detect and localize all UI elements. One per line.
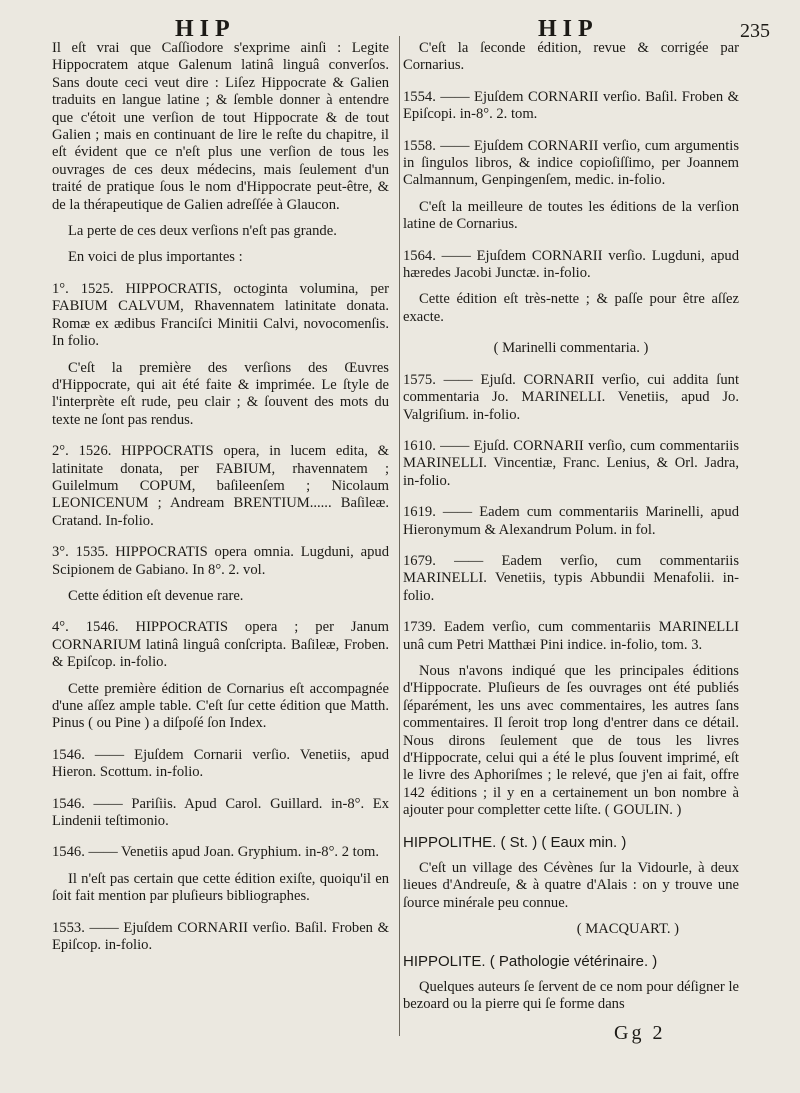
right-column-paragraph: ( MACQUART. ) [576,921,679,938]
left-column-paragraph: 2°. 1526. HIPPOCRATIS opera, in lucem edita, & latinitate donata, per FABIUM, rhavennatem ; Guilelmum COPUM, baſileenſem ; Nicolaum LEONICENUM ; Andream BRENTIUM...... Baſileæ. Cratand. In-folio. [52,443,389,529]
page-number: 235 [740,20,770,42]
left-column-paragraph: C'eſt la première des verſions des Œuvres d'Hippocrate, qui ait été faite & imprimée. Le ſtyle de l'interprète eſt rude, peu clair ; & ſouvent des mots du texte ne ſont pas rendus. [52,359,389,428]
right-column-paragraph: 1679. —— Eadem verſio, cum commentariis MARINELLI. Venetiis, typis Abbundii Menafolii. in-folio. [403,552,739,604]
right-column-paragraph: C'eſt la ſeconde édition, revue & corrigée par Cornarius. [403,40,739,74]
left-column-paragraph: 4°. 1546. HIPPOCRATIS opera ; per Janum CORNARIUM latinâ linguâ conſcripta. Baſileæ, Froben. & Epiſcop. in-folio. [52,619,389,671]
right-column-paragraph: ( Marinelli commentaria. ) [493,340,649,357]
left-column [52,40,389,963]
right-column-paragraph: HIPPOLITHE. ( St. ) ( Eaux min. ) [403,833,627,851]
right-column-paragraph: Nous n'avons indiqué que les principales éditions d'Hippocrate. Pluſieurs de ſes ouvrages ont été publiés ſéparément, les uns avec commentaires, les autres ſans commentaires. Il ſeroit trop long d'entrer dans ce détail. Nous dirons ſeulement que de tous les livres d'Hippocrate, celui qui a été le plus ſouvent imprimé, eſt le livre des Aphoriſmes ; le relevé, que j'en ai fait, offre 142 éditions ; il y en a certainement un bon nombre à ajouter pour completter cette liſte. ( GOULIN. ) [403,662,739,819]
left-column-paragraph: La perte de ces deux verſions n'eſt pas grande. [68,223,337,240]
running-head-right: HIP [538,16,599,42]
right-column-paragraph: 1610. —— Ejuſd. CORNARII verſio, cum commentariis MARINELLI. Vincentiæ, Franc. Lenius, & Orl. Jadra, in-folio. [403,437,739,489]
left-column-paragraph: 1546. —— Ejuſdem Cornarii verſio. Venetiis, apud Hieron. Scottum. in-folio. [52,746,389,781]
left-column-paragraph: Cette édition eſt devenue rare. [68,587,244,604]
running-head-left: HIP [175,16,236,42]
left-column-paragraph: 1546. —— Venetiis apud Joan. Gryphium. in-8°. 2 tom. [52,844,380,861]
left-column-paragraph: 1553. —— Ejuſdem CORNARII verſio. Baſil. Froben & Epiſcop. in-folio. [52,919,389,954]
right-column [403,40,739,1023]
right-column-paragraph: 1558. —— Ejuſdem CORNARII verſio, cum argumentis in ſingulos libros, & indice copioſiſſimo, per Joannem Calmannum, Genpingenſem, medic. in-folio. [403,137,739,189]
right-column-paragraph: 1554. —— Ejuſdem CORNARII verſio. Baſil. Froben & Epiſcopi. in-8°. 2. tom. [403,88,739,123]
right-column-paragraph: 1575. —— Ejuſd. CORNARII verſio, cui addita ſunt commentaria Jo. MARINELLI. Venetiis, apud Jo. Valgriſium. in-folio. [403,371,739,423]
right-column-paragraph: C'eſt la meilleure de toutes les éditions de la verſion latine de Cornarius. [403,198,739,233]
column-divider [399,36,400,1036]
right-column-paragraph: C'eſt un village des Cévènes ſur la Vidourle, à deux lieues d'Andreuſe, & à quatre d'Alais : on y trouve une ſource minérale peu connue. [403,860,739,911]
signature-mark: Gg 2 [614,1022,666,1044]
right-column-paragraph: 1564. —— Ejuſdem CORNARII verſio. Lugduni, apud hæredes Jacobi Junctæ. in-folio. [403,247,739,282]
left-column-paragraph: Cette première édition de Cornarius eſt accompagnée d'une aſſez ample table. C'eſt ſur cette édition que Matth. Pinus ( ou Pine ) a diſpoſé ſon Index. [52,680,389,732]
left-column-paragraph: 1°. 1525. HIPPOCRATIS, octoginta volumina, per FABIUM CALVUM, Rhavennatem latinitate donata. Romæ ex ædibus Franciſci Minitii Calvi, novocomenſis. In folio. [52,280,389,350]
left-column-paragraph: Il n'eſt pas certain que cette édition exiſte, quoiqu'il en ſoit fait mention par pluſieurs bibliographes. [52,870,389,905]
right-column-paragraph: Quelques auteurs ſe ſervent de ce nom pour déſigner le bezoard ou la pierre qui ſe forme dans [403,979,739,1013]
left-column-paragraph: Il eſt vrai que Caſſiodore s'exprime ainſi : Legite Hippocratem atque Galenum latinâ linguâ converſos. Sans doute ceci veut dire : Liſez Hippocrate & Galien traduits en langue latine ; & ſemble donner à entendre que c'étoit une verſion de tout Hippocrate & de tout Galien ; mais en continuant de lire le reſte du chapitre, il eſt évident que ce n'eſt plus une verſion de tous les ouvrages de ces deux médecins, mais ſeulement d'un traité de pratique ſous le nom d'Hippocrate peut-être, & de la thérapeutique de Galien adreſſée à Glaucon. [52,40,389,213]
right-column-paragraph: 1739. Eadem verſio, cum commentariis MARINELLI unâ cum Petri Matthæi Pini indice. in-folio, tom. 3. [403,619,739,653]
right-column-paragraph: 1619. —— Eadem cum commentariis Marinelli, apud Hieronymum & Alexandrum Polum. in fol. [403,504,739,538]
right-column-paragraph: HIPPOLITE. ( Pathologie vétérinaire. ) [403,952,658,970]
left-column-paragraph: En voici de plus importantes : [68,249,243,266]
left-column-paragraph: 1546. —— Pariſiis. Apud Carol. Guillard. in-8°. Ex Lindenii teſtimonio. [52,795,389,830]
left-column-paragraph: 3°. 1535. HIPPOCRATIS opera omnia. Lugduni, apud Scipionem de Gabiano. In 8°. 2. vol. [52,544,389,578]
right-column-paragraph: Cette édition eſt très-nette ; & paſſe pour être aſſez exacte. [403,291,739,325]
